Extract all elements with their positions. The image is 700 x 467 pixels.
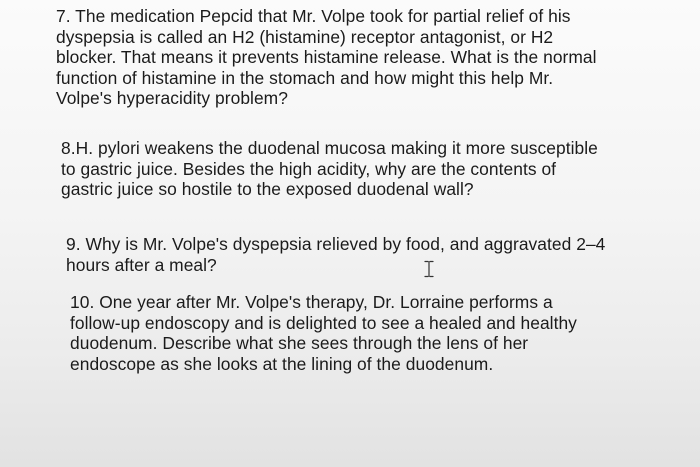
question-7-line: dyspepsia is called an H2 (histamine) receptor antagonist, or H2 [56,26,554,47]
question-7-line: function of histamine in the stomach and how might this help Mr. [56,67,554,88]
question-10-line: follow-up endoscopy and is delighted to see a healed and healthy [70,312,577,333]
question-10-line: 10. One year after Mr. Volpe's therapy, Dr. Lorraine performs a [70,292,553,312]
question-8-line: to gastric juice. Besides the high acidity, why are the contents of [61,158,557,179]
question-7 [56,6,597,109]
question-8-line: 8.H. pylori weakens the duodenal mucosa making it more susceptible [61,138,598,158]
question-10-line: duodenum. Describe what she sees through the lens of her [70,333,529,354]
question-9 [66,234,605,275]
question-8-line: gastric juice so hostile to the exposed duodenal wall? [61,179,474,200]
question-9-line: hours after a meal? [66,254,217,275]
question-9-line: 9. Why is Mr. Volpe's dyspepsia relieved by food, and aggravated 2–4 [66,234,606,254]
question-7-line: blocker. That means it prevents histamine release. What is the normal [56,47,597,68]
question-10-line: endoscope as she looks at the lining of the duodenum. [70,353,494,374]
text-cursor-icon [423,260,435,278]
question-7-line: Volpe's hyperacidity problem? [56,88,288,109]
question-7-line: 7. The medication Pepcid that Mr. Volpe took for partial relief of his [56,6,571,26]
question-10 [70,292,577,374]
question-8 [61,138,598,200]
